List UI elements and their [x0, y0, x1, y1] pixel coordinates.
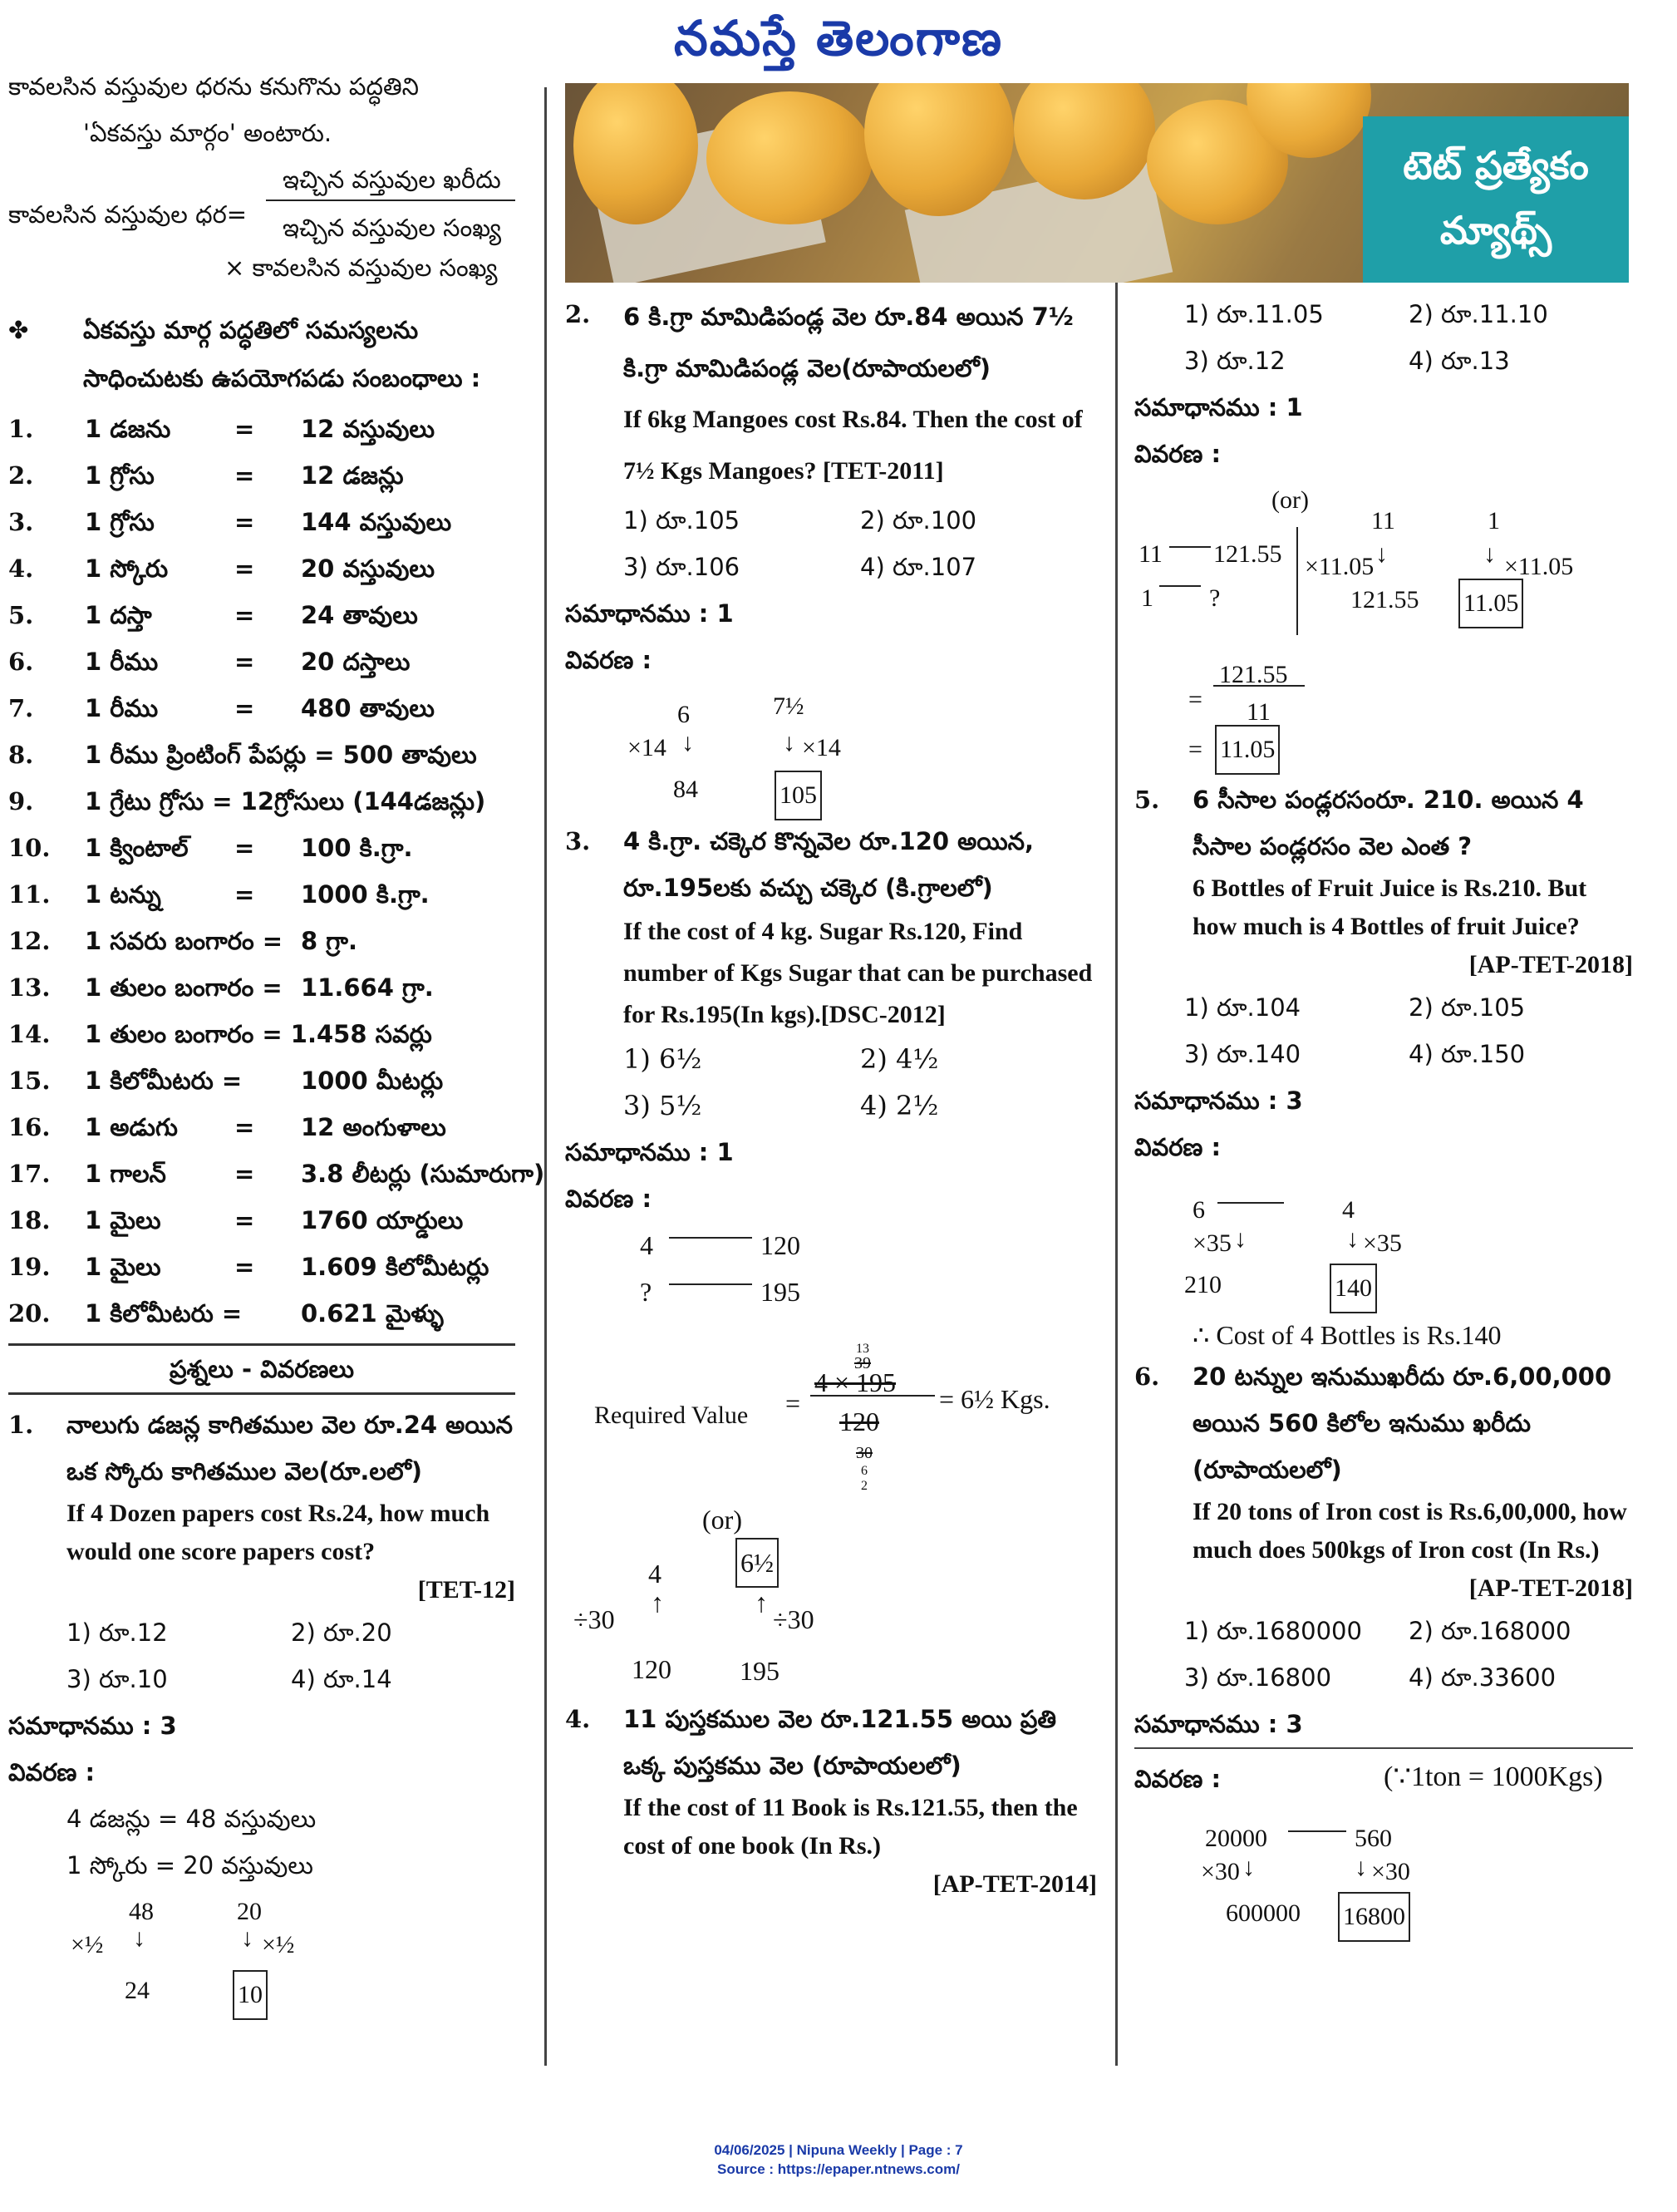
question-text-en: If 4 Dozen papers cost Rs.24, how much would one score papers cost?: [66, 1500, 490, 1565]
question-number: 6.: [1134, 1362, 1160, 1391]
down-arrow-icon: ↓: [1242, 1854, 1255, 1881]
down-arrow-icon: ↓: [783, 729, 795, 756]
option-4: 4) రూ.150: [1409, 1040, 1526, 1068]
ratio-line: [1288, 1830, 1346, 1832]
option-3: 3) రూ.10: [66, 1665, 168, 1693]
figure-q2: 6 ×14 ↓ 84 7½ ↓ ×14 105: [565, 683, 1097, 808]
question-text-te: 20 టన్నుల ఇనుముఖరీదు రూ.6,00,000 అయిన 560 కిలోల ఇనుము ఖరీదు (రూపాయలలో): [1193, 1362, 1612, 1484]
answer-line: సమాధానము : 3: [1134, 1086, 1303, 1115]
option-3: 3) రూ.16800: [1184, 1663, 1332, 1692]
down-arrow-icon: ↓: [681, 729, 694, 756]
relation-row: 2. 1 గ్రోసు = 12 డజన్లు: [8, 461, 404, 490]
question-number: 2.: [565, 300, 591, 328]
options-q2: [565, 497, 1097, 590]
qa-heading: ప్రశ్నలు - వివరణలు: [8, 1343, 515, 1395]
question-text-en: If 6kg Mangoes cost Rs.84. Then the cost of 7½ Kgs Mangoes? [TET-2011]: [623, 406, 1083, 485]
relation-row: 10. 1 క్వింటాల్ = 100 కి.గ్రా.: [8, 834, 413, 862]
question-5: [1134, 776, 1633, 984]
column-divider: [1115, 283, 1118, 2066]
relations-heading: ✤ ఏకవస్తు మార్గ పద్ధతిలో సమస్యలను సాధించుటకు ఉపయోగపడు సంబంధాలు :: [8, 306, 515, 402]
down-arrow-icon: ↓: [1483, 540, 1496, 568]
ratio-line: [1169, 546, 1211, 548]
relation-row: 8. 1 రీము ప్రింటింగ్ పేపర్లు = 500 తావులు: [8, 741, 477, 769]
fraction-bar: [810, 1395, 935, 1397]
relation-row: 13. 1 తులం బంగారం = 11.664 గ్రా.: [8, 973, 434, 1002]
question-number: 4.: [565, 1705, 591, 1733]
figure-q6: 20000 560 ×30 ↓ ↓ ×30 600000 16800: [1134, 1799, 1633, 1940]
question-text-en: If 20 tons of Iron cost is Rs.6,00,000, how much does 500kgs of Iron cost (In Rs.): [1193, 1498, 1627, 1564]
question-text-en: If the cost of 4 kg. Sugar Rs.120, Find number of Kgs Sugar that can be purchased for Rs.195(In kgs).[DSC-2012]: [623, 918, 1093, 1028]
ratio-line: [1159, 585, 1201, 587]
section-tag: [1363, 116, 1629, 283]
explanation-label: వివరణ :: [1134, 440, 1222, 468]
relation-row: 18. 1 మైలు = 1760 యార్డులు: [8, 1206, 464, 1234]
relation-row: 17. 1 గాలన్ = 3.8 లీటర్లు (సుమారుగా): [8, 1160, 545, 1188]
option-1: 1) రూ.12: [66, 1618, 168, 1647]
option-2: 2) రూ.168000: [1409, 1617, 1571, 1645]
option-4: 4) రూ.33600: [1409, 1663, 1557, 1692]
option-2: 2) రూ.11.10: [1409, 300, 1548, 328]
relation-row: 16. 1 అడుగు = 12 అంగుళాలు: [8, 1113, 446, 1141]
down-arrow-icon: ↓: [133, 1924, 145, 1952]
explanation-row: [1134, 1749, 1633, 1799]
options-q6: [1134, 1608, 1633, 1701]
relation-row: 20. 1 కిలోమీటరు = 0.621 మైళ్ళు: [8, 1299, 444, 1328]
answer-line: సమాధానము : 3: [1134, 1701, 1633, 1749]
explanation-note: (∵1ton = 1000Kgs): [1384, 1761, 1603, 1792]
divider-line: [1296, 527, 1298, 635]
footer-source: Source : https://epaper.ntnews.com/: [717, 2161, 960, 2177]
explanation-line: 1 స్కోరు = 20 వస్తువులు: [66, 1851, 313, 1879]
down-arrow-icon: ↓: [241, 1924, 253, 1952]
option-4: 4) రూ.13: [1409, 347, 1510, 375]
masthead: [0, 0, 1677, 76]
relation-row: 3. 1 గ్రోసు = 144 వస్తువులు: [8, 508, 452, 536]
down-arrow-icon: ↓: [1346, 1225, 1359, 1253]
question-text-te: నాలుగు డజన్ల కాగితముల వెల రూ.24 అయిన ఒక స్కోరు కాగితముల వెల(రూ.లలో): [66, 1411, 514, 1485]
relation-row: 4. 1 స్కోరు = 20 వస్తువులు: [8, 554, 435, 583]
question-text-te: 6 కి.గ్రా మామిడిపండ్ల వెల రూ.84 అయిన 7½ కి.గ్రా మామిడిపండ్ల వెల(రూపాయలలో): [623, 303, 1074, 382]
question-text-te: 4 కి.గ్రా. చక్కెర కొన్నవెల రూ.120 అయిన, రూ.195లకు వచ్చు చక్కెర (కి.గ్రాలలో): [623, 827, 1035, 902]
question-number: 3.: [565, 827, 591, 855]
formula-numerator: ఇచ్చిన వస్తువుల ఖరీదు: [283, 165, 501, 194]
relation-row: 1. 1 డజను = 12 వస్తువులు: [8, 415, 435, 443]
question-ref: [TET-12]: [417, 1576, 515, 1604]
question-4: [565, 1696, 1097, 1904]
answer-line: సమాధానము : 3: [8, 1712, 177, 1740]
options-q3: [565, 1036, 1097, 1129]
question-number: 5.: [1134, 786, 1160, 814]
relation-row: 19. 1 మైలు = 1.609 కిలోమీటర్లు: [8, 1253, 489, 1281]
question-ref: [AP-TET-2018]: [1468, 951, 1633, 978]
question-text-en: If the cost of 11 Book is Rs.121.55, then the cost of one book (In Rs.): [623, 1794, 1078, 1860]
formula-lhs: కావలసిన వస్తువుల ధర=: [8, 200, 248, 229]
figure-q5: 6 4 ×35 ↓ ↓ ×35 210 140 ∴ Cost of 4 Bottles is Rs.140: [1184, 1196, 1502, 1350]
question-2: [565, 291, 1097, 497]
footer-line: 04/06/2025 | Nipuna Weekly | Page : 7: [714, 2142, 963, 2158]
down-arrow-icon: ↓: [1375, 540, 1388, 568]
relations-list: [8, 406, 545, 1337]
column-2: [565, 291, 1097, 1904]
relation-row: 6. 1 రీము = 20 దస్తాలు: [8, 648, 411, 676]
formula-denominator: × కావలసిన వస్తువుల సంఖ్య: [224, 254, 498, 282]
ratio-line: [1217, 1202, 1284, 1204]
relation-row: 9. 1 గ్రేటు గ్రోసు = 12గ్రోసులు (144డజన్లు): [8, 787, 486, 815]
formula-bar: [266, 200, 515, 201]
figure-q3: 4 120 ? 195 13 39 Required Value = 4 × 195 120 30 6 2 = 6½ Kgs. (or) 4 ↑ ÷30 120 6½ ↑ ÷30 195: [573, 1230, 1050, 1686]
formula: [8, 156, 515, 298]
ratio-line: [669, 1237, 752, 1239]
flower-icon: ✤: [8, 316, 29, 344]
question-text-te: 6 సీసాల పండ్లరసంరూ. 210. అయిన 4 సీసాల పండ్లరసం వెల ఎంత ?: [1193, 786, 1584, 860]
column-3: [1134, 291, 1633, 1940]
answer-line: సమాధానము : 1: [565, 599, 734, 628]
option-1: 1) రూ.1680000: [1184, 1617, 1362, 1645]
mango-shape: [706, 91, 873, 224]
option-2: 2) రూ.100: [860, 506, 977, 535]
question-3: [565, 818, 1097, 1036]
down-arrow-icon: ↓: [1355, 1854, 1367, 1881]
option-3: 3) రూ.140: [1184, 1040, 1301, 1068]
option-3: 3) రూ.12: [1184, 347, 1286, 375]
masthead-title: నమస్తే తెలంగాణ: [674, 10, 1003, 67]
ratio-line: [669, 1283, 752, 1285]
up-arrow-icon: ↑: [651, 1588, 664, 1618]
option-1: 1) 6½: [623, 1043, 702, 1075]
question-text-en: 6 Bottles of Fruit Juice is Rs.210. But how much is 4 Bottles of fruit Juice?: [1193, 874, 1587, 940]
intro-line: 'ఏకవస్తు మార్గం' అంటారు.: [83, 119, 332, 147]
option-2: 2) రూ.20: [291, 1618, 392, 1647]
option-2: 2) 4½: [860, 1043, 939, 1075]
banner-image: [565, 83, 1629, 283]
option-1: 1) రూ.104: [1184, 993, 1301, 1022]
option-2: 2) రూ.105: [1409, 993, 1526, 1022]
explanation-label: వివరణ :: [1134, 1765, 1222, 1793]
explanation-label: వివరణ :: [565, 1185, 652, 1213]
down-arrow-icon: ↓: [1234, 1225, 1247, 1253]
intro-line-cut: కావలసిన వస్తువుల ధరను కనుగొను పద్ధతిని: [8, 76, 420, 101]
section-tag-line1: టెట్ ప్రత్యేకం: [1403, 143, 1589, 188]
option-1: 1) రూ.105: [623, 506, 740, 535]
question-text-te: 11 పుస్తకముల వెల రూ.121.55 అయి ప్రతి ఒక్క పుస్తకము వెల (రూపాయలలో): [623, 1705, 1057, 1780]
column-divider: [544, 87, 547, 2066]
answer-line: సమాధానము : 1: [1134, 393, 1303, 421]
options-q4: [1134, 291, 1633, 384]
explanation-label: వివరణ :: [1134, 1133, 1222, 1161]
answer-line: సమాధానము : 1: [565, 1138, 734, 1166]
figure-q4: (or) 11 121.55 1 ? 11 ×11.05 ↓ 121.55 1 ↓ ×11.05 11.05 = 121.55 11 = 11.05: [1134, 477, 1633, 751]
relation-row: 12. 1 సవరు బంగారం = 8 గ్రా.: [8, 927, 358, 955]
question-ref: [AP-TET-2018]: [1468, 1574, 1633, 1602]
question-number: 1.: [8, 1411, 34, 1439]
option-4: 4) 2½: [860, 1090, 939, 1121]
relation-row: 5. 1 దస్తా = 24 తావులు: [8, 601, 418, 629]
option-4: 4) రూ.14: [291, 1665, 392, 1693]
option-1: 1) రూ.11.05: [1184, 300, 1324, 328]
fraction-bar: [1213, 685, 1305, 687]
option-3: 3) 5½: [623, 1090, 702, 1121]
relation-row: 14. 1 తులం బంగారం = 1.458 సవర్లు: [8, 1020, 432, 1048]
up-arrow-icon: ↑: [755, 1588, 768, 1618]
options-q1: [8, 1609, 515, 1702]
formula-denominator: ఇచ్చిన వస్తువుల సంఖ్య: [283, 214, 502, 242]
explanation-line: 4 డజన్లు = 48 వస్తువులు: [66, 1805, 317, 1833]
section-tag-line2: మ్యాథ్స్: [1439, 208, 1552, 253]
relation-row: 7. 1 రీము = 480 తావులు: [8, 694, 435, 722]
relation-row: 15. 1 కిలోమీటరు = 1000 మీటర్లు: [8, 1067, 444, 1095]
question-1: [8, 1402, 515, 1609]
figure-q1: 48 ×½ ↓ 24 20 ↓ ×½ 10: [8, 1889, 515, 2005]
relation-row: 11. 1 టన్ను = 1000 కి.గ్రా.: [8, 880, 430, 909]
options-q5: [1134, 984, 1633, 1077]
question-6: [1134, 1353, 1633, 1608]
explanation-label: వివరణ :: [565, 646, 652, 674]
column-1: [8, 76, 545, 2008]
question-ref: [AP-TET-2014]: [932, 1870, 1097, 1898]
option-4: 4) రూ.107: [860, 553, 977, 581]
explanation-label: వివరణ :: [8, 1758, 96, 1786]
option-3: 3) రూ.106: [623, 553, 740, 581]
